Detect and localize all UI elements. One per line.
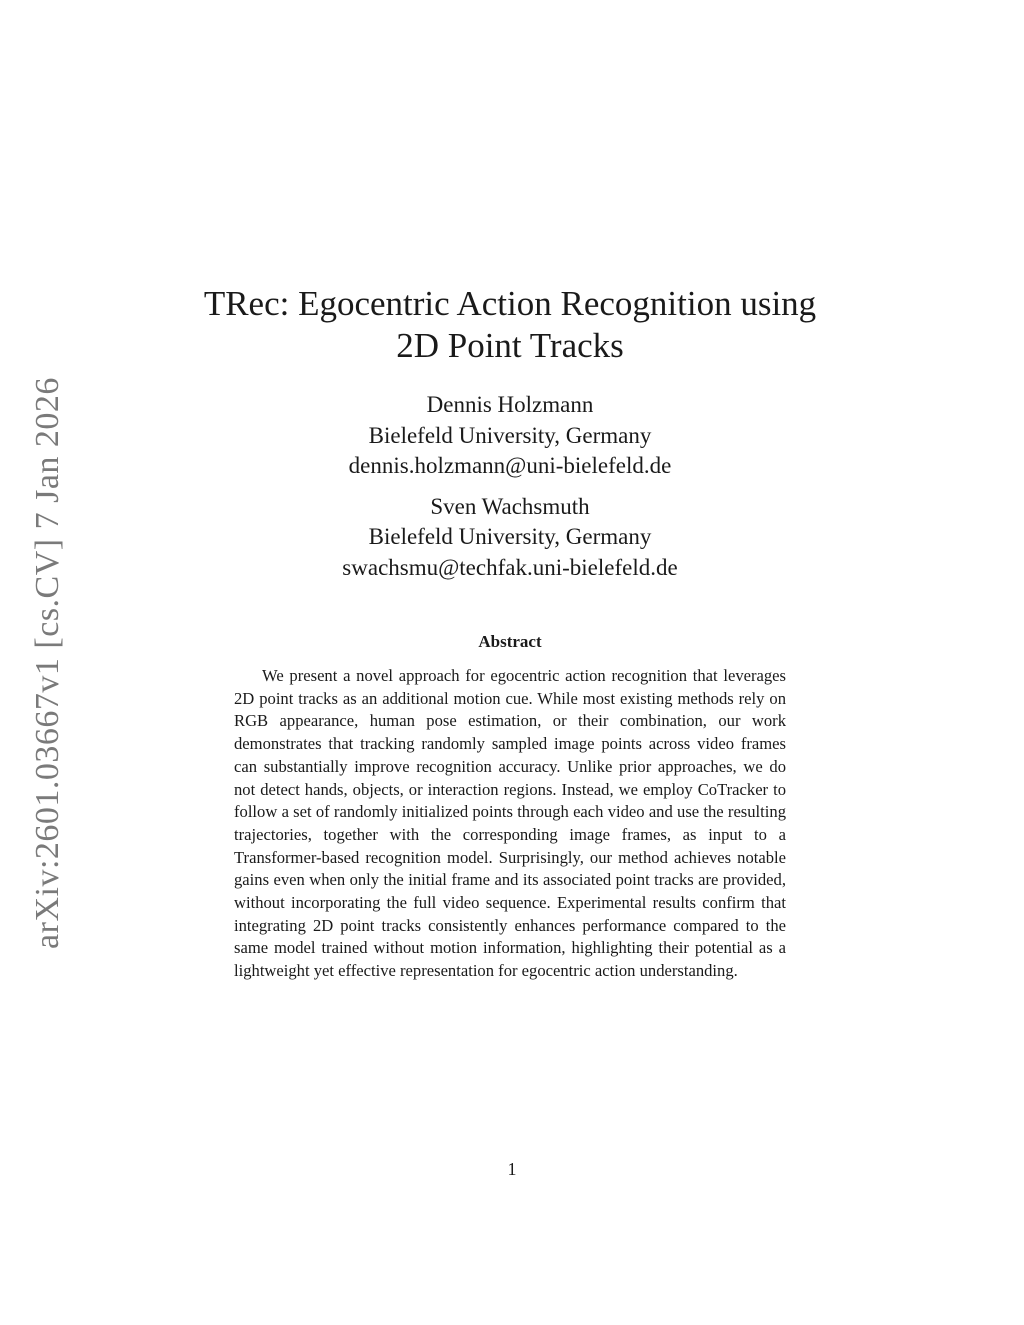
author-list [160, 390, 860, 583]
author-1-email: dennis.holzmann@uni-bielefeld.de [348, 453, 672, 478]
page-number: 1 [507, 1159, 517, 1179]
author-2-name: Sven Wachsmuth [430, 493, 590, 519]
abstract-body: We present a novel approach for egocentric action recognition that leverages 2D point tracks as an additional motion cue. While most existing methods rely on RGB appearance, human pose estimation, or their combination, our work demonstrates that tracking randomly sampled image points across video frames can substantially improve recognition accuracy. Unlike prior approaches, we do not detect hands, objects, or interaction regions. Instead, we employ CoTracker to follow a set of randomly initialized points through each video and use the resulting trajectories, together with the corresponding image frames, as input to a Transformer-based recognition model. Surprisingly, our method achieves notable gains even when only the initial frame and its associated point tracks are provided, without incorporating the full video sequence. Experimental results confirm that integrating 2D point tracks consistently enhances performance compared to the same model trained without motion information, highlighting their potential as a lightweight yet effective representation for egocentric action understanding. [234, 666, 786, 981]
paper-title [160, 283, 860, 367]
author-1-name: Dennis Holzmann [426, 392, 594, 417]
title-line-1: TRec: Egocentric Action Recognition using [203, 284, 817, 323]
author-1 [160, 390, 860, 482]
abstract-heading: Abstract [478, 632, 542, 651]
author-2-affiliation: Bielefeld University, Germany [368, 524, 652, 549]
author-1-affiliation: Bielefeld University, Germany [368, 422, 652, 448]
author-2-email: swachsmu@techfak.uni-bielefeld.de [342, 554, 678, 580]
arxiv-sidebar [18, 376, 78, 949]
title-line-2: 2D Point Tracks [396, 326, 624, 365]
author-2 [160, 492, 860, 584]
arxiv-identifier: arXiv:2601.03667v1 [cs.CV] 7 Jan 2026 [29, 376, 67, 949]
